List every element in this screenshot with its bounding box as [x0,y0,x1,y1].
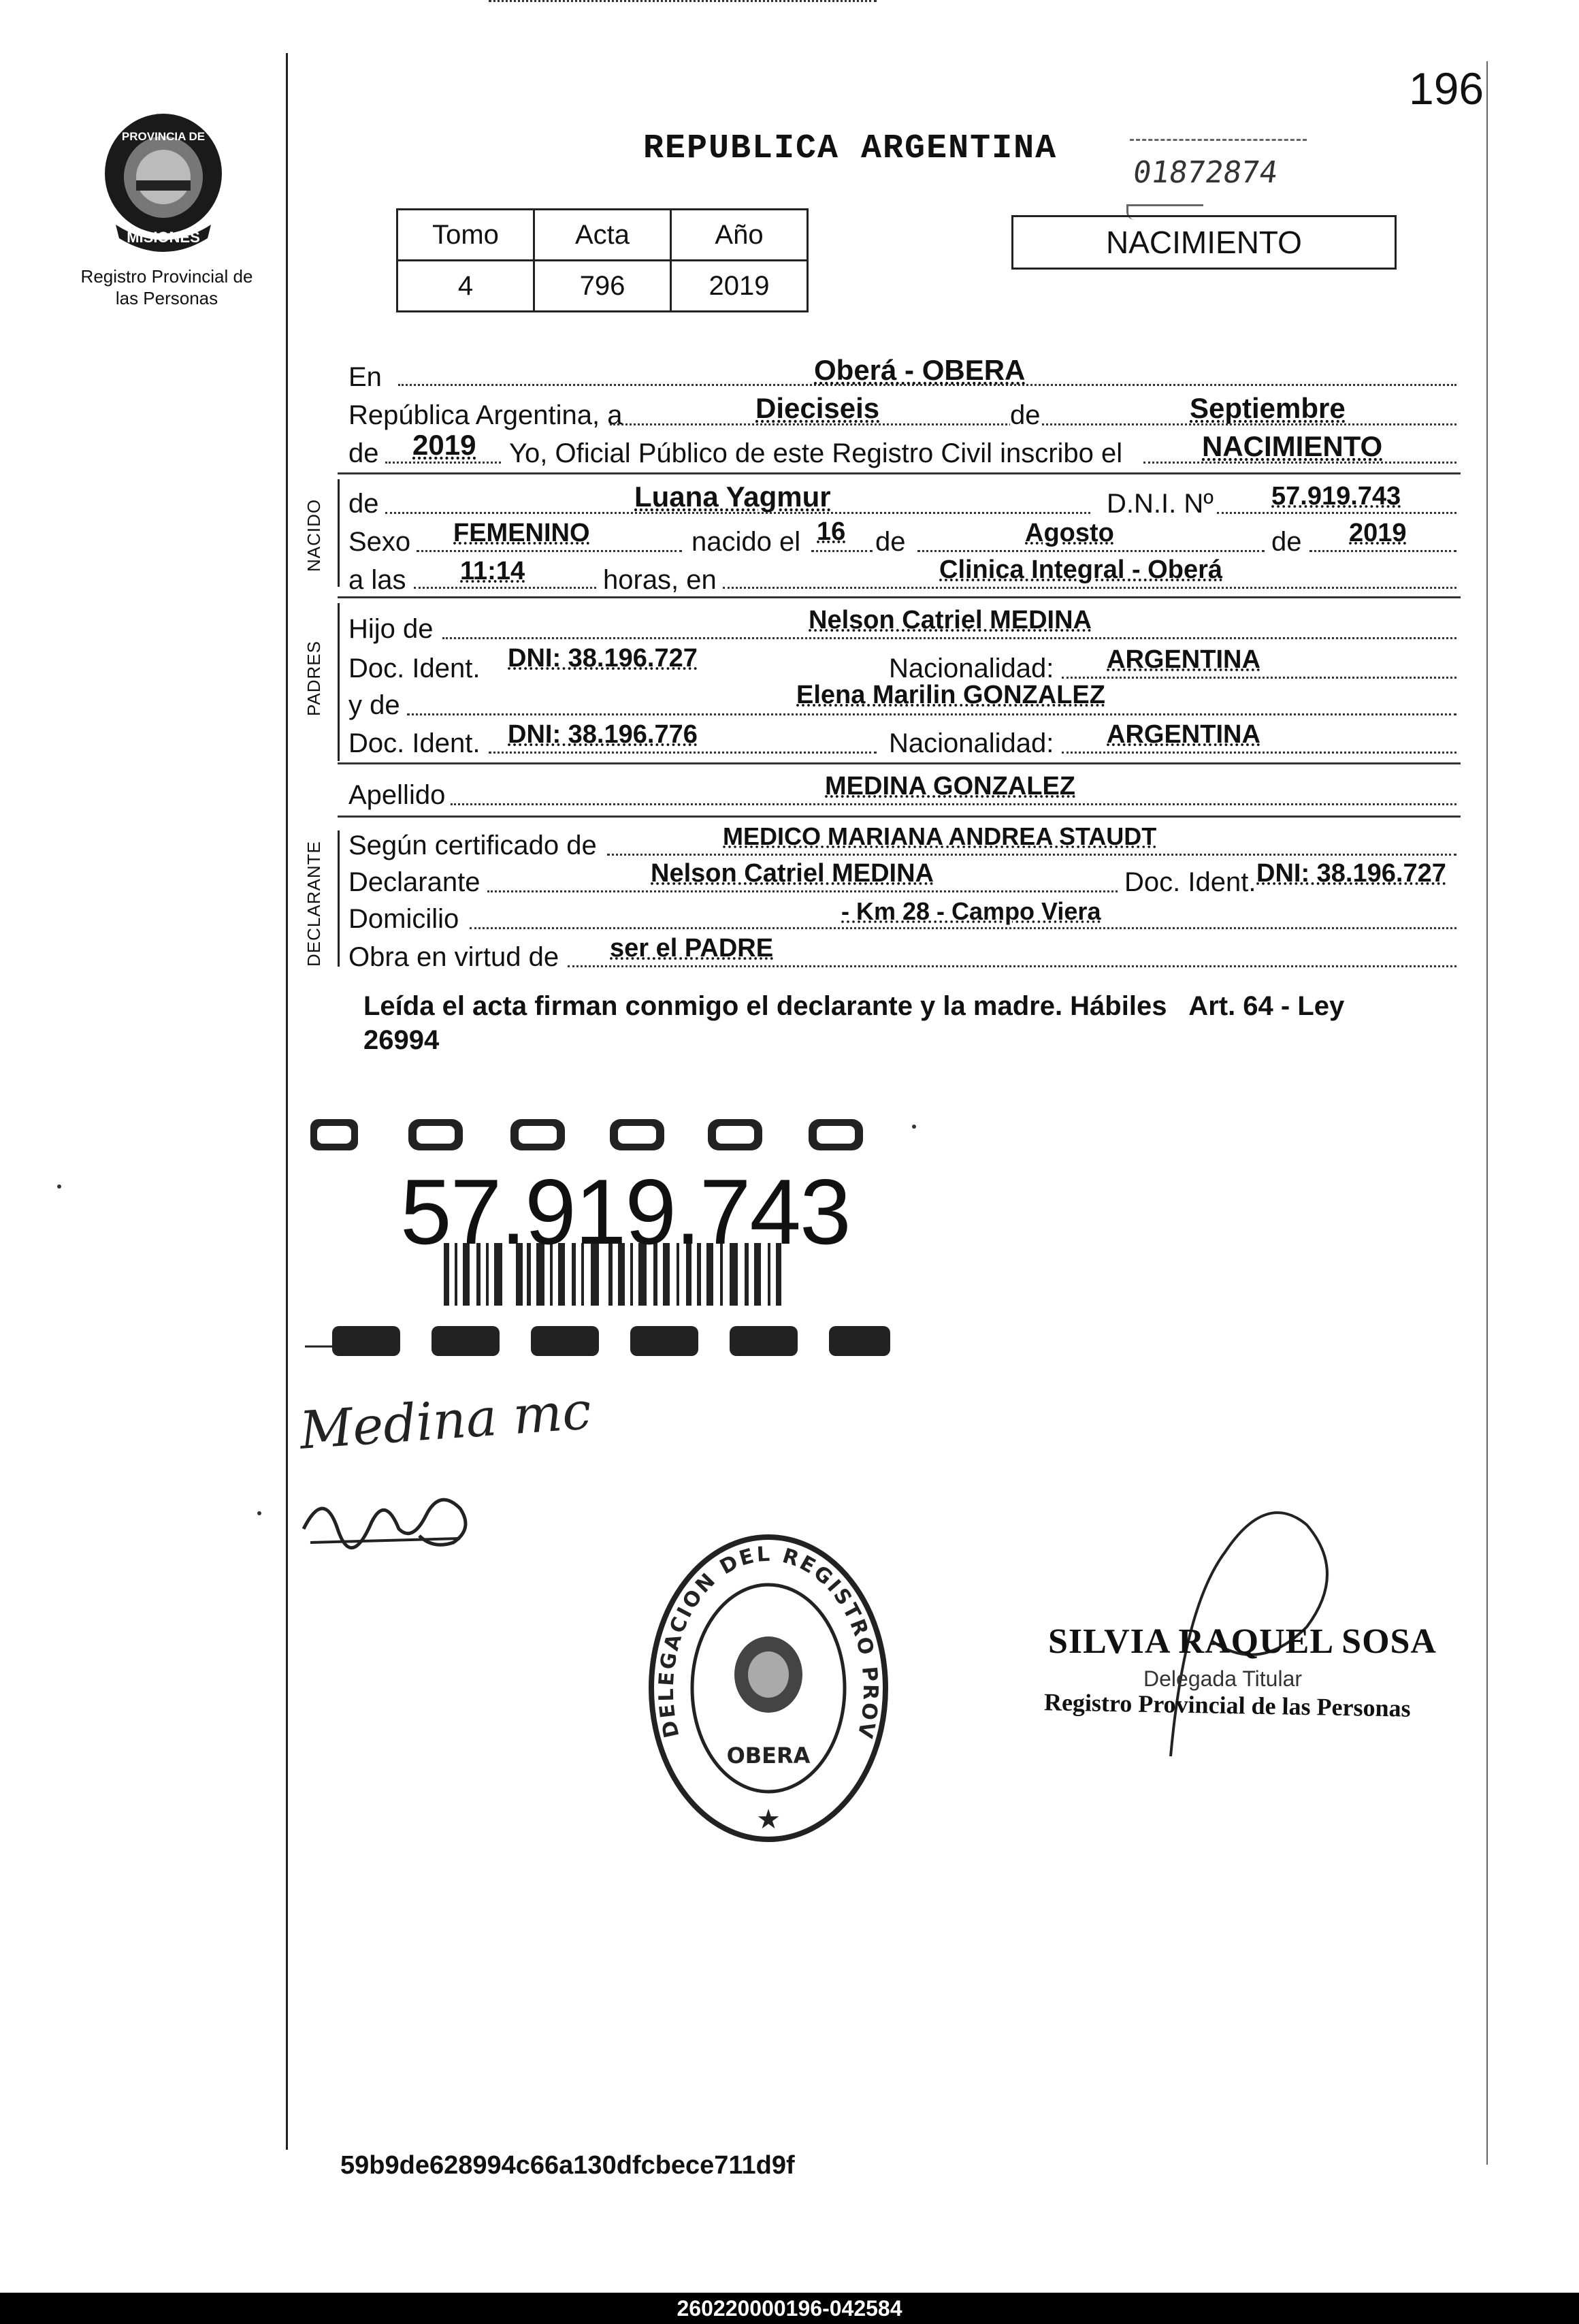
official-seal [645,1532,892,1858]
birth-day: 16 [817,517,846,546]
left-margin-rule [286,53,288,2150]
a-las-label: a las [348,565,406,595]
domicilio-value: - Km 28 - Campo Viera [841,897,1101,925]
intro-month: Septiembre [1190,392,1346,424]
tomo-acta-table [396,208,809,312]
dotted-line [451,803,1456,805]
tomo-value: 4 [397,261,534,312]
decl-doc: DNI: 38.196.727 [1256,859,1446,888]
child-sex: FEMENINO [453,519,590,547]
hijo-label: Hijo de [348,614,434,644]
section-bar [338,479,340,587]
birth-place: Clinica Integral - Oberá [939,555,1222,584]
cert-value: MEDICO MARIANA ANDREA STAUDT [723,822,1157,850]
section-divider [338,816,1461,818]
intro-day: Dieciseis [755,392,880,424]
speck [257,1511,261,1515]
doc-type-box: NACIMIENTO [1011,215,1397,270]
republica-label: República Argentina, a [348,400,623,430]
sticker-number: 57.919.743 [400,1160,850,1263]
mother-name: Elena Marilin GONZALEZ [796,681,1105,709]
sexo-label: Sexo [348,527,411,557]
country-heading: REPUBLICA ARGENTINA [643,129,1058,168]
official-signature-loop [1089,1470,1361,1770]
decl-doc-label: Doc. Ident. [1119,867,1256,898]
registry-name: Registro Provincial de las Personas [80,266,253,308]
padres-section-label: PADRES [304,641,324,716]
apellido-value: MEDINA GONZALEZ [825,772,1076,801]
cert-label: Según certificado de [348,830,597,860]
apellido-label: Apellido [348,780,446,810]
dotted-line [442,637,1456,639]
acta-header: Acta [534,210,671,261]
officer-text: Yo, Oficial Público de este Registro Civil inscribo el [509,438,1123,468]
dotted-line [407,713,1456,715]
dni-label: D.N.I. Nº [1107,489,1214,519]
signature-scribble-icon [297,1481,487,1556]
dotted-line [723,587,1456,589]
declarante-section-label: DECLARANTE [304,841,324,967]
father-doc: DNI: 38.196.727 [508,644,698,673]
intro-place: Oberá - OBERA [814,354,1026,386]
dotted-line [1217,512,1456,514]
dotted-line [1062,677,1456,679]
dotted-line [917,550,1265,552]
footer-bar [0,2293,1579,2324]
birth-de-label: de [875,527,906,557]
dotted-line [487,890,1130,892]
province-logo [95,109,231,259]
dotted-line [470,927,1456,929]
father-doc-label: Doc. Ident. [348,653,481,683]
acta-value: 796 [534,261,671,312]
speck [57,1184,61,1189]
father-nationality: ARGENTINA [1107,645,1260,674]
birth-year: 2019 [1349,519,1407,547]
page-number: 196 [1409,63,1484,114]
horas-label: horas, en [603,565,717,595]
section-bar [338,603,340,761]
dotted-line [417,550,682,552]
mother-doc-label: Doc. Ident. [348,728,481,758]
dotted-line [1309,550,1456,552]
dotted-line [811,550,873,552]
dotted-line [1062,752,1456,754]
father-nat-label: Nacionalidad: [889,653,1054,683]
section-divider [338,472,1461,474]
decl-name: Nelson Catriel MEDINA [651,859,934,888]
nacido-el-label: nacido el [691,527,801,557]
section-divider [338,596,1461,598]
tomo-header: Tomo [397,210,534,261]
dotted-line [568,965,1456,967]
official-title: Delegada Titular [1143,1666,1303,1691]
anio-value: 2019 [671,261,808,312]
section-divider [338,762,1461,764]
seal-star-icon: ★ [756,1805,781,1835]
obra-label: Obra en virtud de [348,942,559,972]
nacido-de-label: de [348,489,379,519]
right-margin-rule [1486,61,1488,2165]
mother-nationality: ARGENTINA [1107,720,1260,749]
official-name: SILVIA RAQUEL SOSA [1048,1622,1437,1661]
mother-nat-label: Nacionalidad: [889,728,1054,758]
birth-time: 11:14 [460,557,525,585]
serial-dashes [1130,139,1307,141]
footer-bar-code: 260220000196-042584 [677,2296,902,2321]
seal-center-text: OBERA [726,1743,811,1769]
seal-ring-text: DELEGACION DEL REGISTRO PROV [654,1542,883,1743]
dotted-line [414,587,596,589]
child-name: Luana Yagmur [634,481,831,513]
parent-signature-1: Medina mc [297,1380,593,1461]
father-name: Nelson Catriel MEDINA [809,606,1092,634]
registry-seal-icon [645,1532,892,1858]
intro-de-label: de [1010,400,1041,430]
intro-year: 2019 [412,429,476,461]
intro-de-label-2: de [348,438,379,468]
dotted-line [607,854,1456,856]
province-shield-icon [95,109,231,259]
serial-number: 01872874 [1130,155,1280,190]
document-hash: 59b9de628994c66a130dfcbece711d9f [340,2151,795,2180]
official-signature-icon [1089,1470,1361,1770]
nacido-section-label: NACIDO [304,498,324,572]
dom-label: Domicilio [348,904,459,934]
dotted-line [489,0,877,2]
birth-de-label-2: de [1271,527,1302,557]
closing-line-1: Leída el acta firman conmigo el declarante y la madre. Hábiles Art. 64 - Ley [363,991,1345,1021]
logo-text-top: PROVINCIA DE [121,130,206,143]
anio-header: Año [671,210,808,261]
intro-event: NACIMIENTO [1202,430,1383,462]
closing-line-2: 26994 [363,1025,440,1055]
logo-text-bottom: MISIONES [127,229,200,246]
section-bar [338,830,340,967]
child-dni: 57.919.743 [1271,482,1401,511]
en-label: En [348,362,382,392]
decl-label: Declarante [348,867,481,897]
mother-doc: DNI: 38.196.776 [508,720,698,749]
dotted-line [489,752,877,754]
birth-month: Agosto [1025,519,1114,547]
speck [912,1125,916,1129]
id-sticker [305,1107,904,1366]
obra-value: ser el PADRE [610,934,774,963]
parent-signature-2 [297,1481,487,1556]
yde-label: y de [348,690,400,720]
official-org: Registro Provincial de las Personas [1043,1688,1411,1722]
dotted-line [385,462,501,464]
